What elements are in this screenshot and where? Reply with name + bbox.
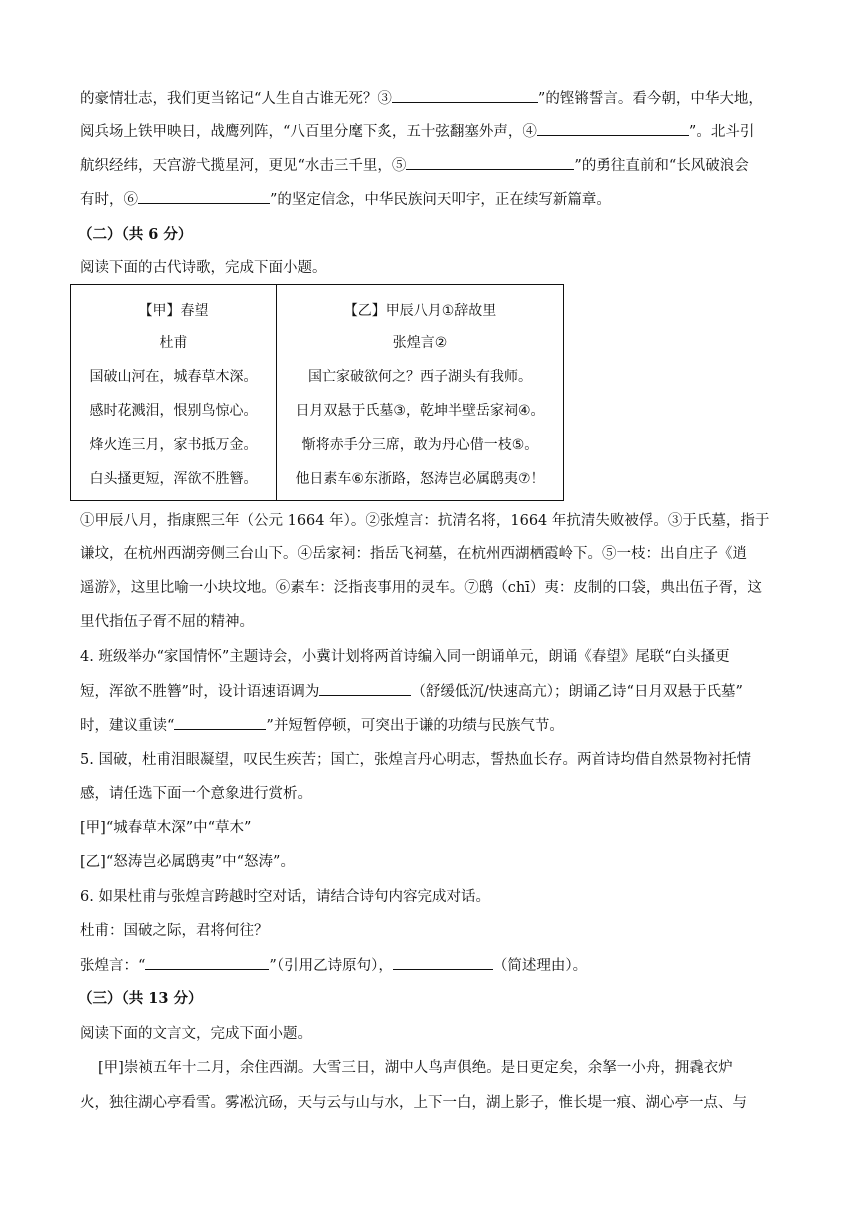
- poem-author: 张煌言②: [392, 335, 448, 351]
- note-line: 谦坟，在杭州西湖旁侧三台山下。④岳家祠：指岳飞祠墓，在杭州西湖栖霞岭下。⑤一枝：出自庄子《逍: [80, 546, 747, 562]
- answer-blank-stress[interactable]: [174, 715, 266, 730]
- text-line: 航织经纬，天宫游弋揽星河，更见“水击三千里，⑤ ”的勇往直前和“长风破浪会: [80, 155, 749, 176]
- poem-table: [70, 284, 564, 501]
- section-heading: （二）（共 6 分）: [78, 226, 193, 243]
- answer-blank-tone[interactable]: [319, 681, 411, 696]
- poem-line: 白头搔更短，浑欲不胜簪。: [89, 471, 258, 487]
- note-line: 里代指伍子胥不屈的精神。: [80, 614, 254, 630]
- text-line: 阅兵场上铁甲映日，战鹰列阵，“八百里分麾下炙，五十弦翻塞外声，④ ”。北斗引: [80, 121, 754, 142]
- poem-line: 感时花溅泪，恨别鸟惊心。: [89, 403, 258, 419]
- section-heading: （三）（共 13 分）: [78, 990, 203, 1007]
- poem-title: 【乙】甲辰八月①辞故里: [343, 303, 497, 319]
- option-jia: [甲]“城春草木深”中“草木”: [80, 820, 252, 836]
- passage-line: 火，独往湖心亭看雪。雾凇沆砀，天与云与山与水，上下一白，湖上影子，惟长堤一痕、湖心亭一点、与: [80, 1095, 747, 1111]
- dialogue-zhang: 张煌言：“ ”（引用乙诗原句）， （简述理由）。: [80, 955, 587, 976]
- poem-line: 惭将赤手分三席，敢为丹心借一枝⑤。: [301, 437, 539, 453]
- answer-blank-quote[interactable]: [145, 955, 269, 970]
- poem-line: 烽火连三月，家书抵万金。: [89, 437, 258, 453]
- question-5-line: 感，请任选下面一个意象进行赏析。: [80, 786, 312, 802]
- question-6: 6. 如果杜甫与张煌言跨越时空对话，请结合诗句内容完成对话。: [80, 889, 490, 905]
- poem-line: 国破山河在，城春草木深。: [89, 369, 258, 385]
- question-4-line: 时，建议重读“ ”并短暂停顿，可突出于谦的功绩与民族气节。: [80, 715, 564, 736]
- passage-line: [甲]崇祯五年十二月，余住西湖。大雪三日，湖中人鸟声俱绝。是日更定矣，余拏一小舟，拥毳衣炉: [98, 1060, 733, 1076]
- answer-blank-3[interactable]: [392, 88, 538, 103]
- answer-blank-reason[interactable]: [393, 955, 493, 970]
- poem-yi: [277, 285, 563, 500]
- question-4-line: 短，浑欲不胜簪”时，设计语速语调为 （舒缓低沉/快速高亢）；朗诵乙诗“日月双悬于氏墓”: [80, 681, 743, 702]
- poem-title: 【甲】春望: [138, 303, 209, 319]
- answer-blank-6[interactable]: [138, 189, 270, 204]
- text-line: 有时，⑥ ”的坚定信念，中华民族问天叩宇，正在续写新篇章。: [80, 189, 611, 210]
- answer-blank-4[interactable]: [537, 121, 689, 136]
- answer-blank-5[interactable]: [406, 155, 574, 170]
- note-line: ①甲辰八月，指康熙三年（公元 1664 年）。②张煌言：抗清名将，1664 年抗清失败被俘。③于氏墓，指于: [80, 513, 770, 529]
- poem-line: 他日素车⑥东浙路，怒涛岂必属鸱夷⑦！: [295, 471, 545, 487]
- section-intro: 阅读下面的古代诗歌，完成下面小题。: [80, 260, 327, 276]
- dialogue-du-fu: 杜甫：国破之际，君将何往？: [80, 923, 269, 939]
- question-5: 5. 国破，杜甫泪眼凝望，叹民生疾苦；国亡，张煌言丹心明志，誓热血长存。两首诗均借自然景物衬托情: [80, 752, 751, 768]
- note-line: 遥游》，这里比喻一小块坟地。⑥素车：泛指丧事用的灵车。⑦鸱（chī）夷：皮制的口袋，典出伍子胥，这: [80, 580, 762, 596]
- question-4: 4. 班级举办“家国情怀”主题诗会，小冀计划将两首诗编入同一朗诵单元，朗诵《春望》尾联“白头搔更: [80, 649, 730, 665]
- poem-line: 国亡家破欲何之？西子湖头有我师。: [308, 369, 532, 385]
- section-intro: 阅读下面的文言文，完成下面小题。: [80, 1026, 312, 1042]
- poem-jia: [71, 285, 277, 500]
- text-line: 的豪情壮志，我们更当铭记“人生自古谁无死？③ ”的铿锵誓言。看今朝，中华大地，: [80, 88, 763, 109]
- poem-author: 杜甫: [159, 335, 188, 351]
- poem-line: 日月双悬于氏墓③，乾坤半壁岳家祠④。: [295, 403, 545, 419]
- option-yi: [乙]“怒涛岂必属鸱夷”中“怒涛”。: [80, 854, 295, 870]
